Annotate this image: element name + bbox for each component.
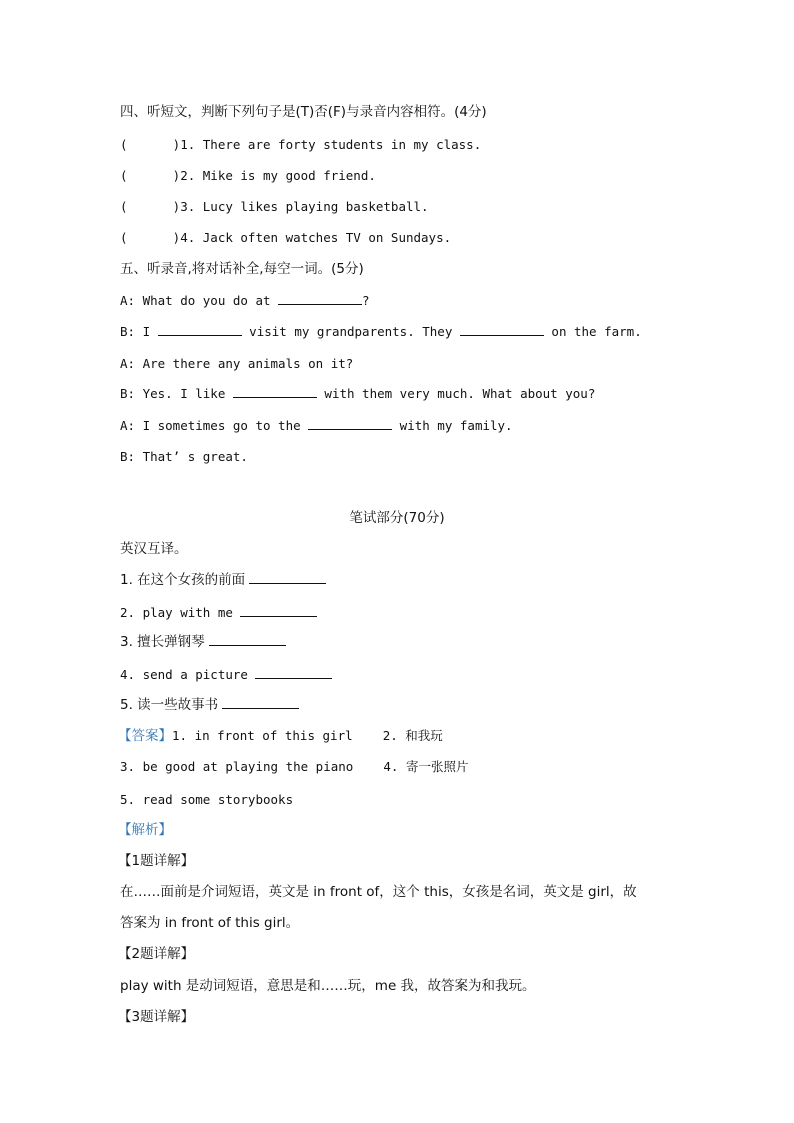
detail-heading: 【1题详解】 <box>118 853 195 869</box>
dialog-line: B: That’ s great. <box>120 449 248 464</box>
text: A: What do you do at <box>120 293 279 308</box>
text: 4. send a picture <box>120 667 256 682</box>
text: visit my grandparents. They <box>241 324 460 339</box>
written-part-title: 笔试部分(70分) <box>349 510 445 526</box>
section-5-title: 五、听录音,将对话补全,每空一词。(5分) <box>120 261 364 277</box>
answer-line <box>118 727 443 745</box>
blank[interactable] <box>308 417 392 430</box>
text: B: I <box>120 324 158 339</box>
section-heading: 英汉互译。 <box>120 541 188 557</box>
blank[interactable] <box>240 604 317 617</box>
translate-item <box>120 604 317 622</box>
detail-text: 在……面前是介词短语，英文是 in front of，这个 this，女孩是名词，英文是 girl，故 <box>120 884 637 900</box>
text: 1. in front of this girl 2. 和我玩 <box>172 728 443 743</box>
text: 2. play with me <box>120 605 241 620</box>
blank[interactable] <box>233 385 317 398</box>
tf-item: ( )3. Lucy likes playing basketball. <box>120 199 429 214</box>
dialog-line <box>120 292 370 310</box>
tf-item: ( )1. There are forty students in my class. <box>120 137 482 152</box>
text: on the farm. <box>543 324 642 339</box>
text: 5. 读一些故事书 <box>120 697 223 713</box>
blank[interactable] <box>209 633 286 646</box>
text: A: I sometimes go to the <box>120 418 309 433</box>
blank[interactable] <box>255 666 332 679</box>
translate-item <box>120 633 286 651</box>
analysis-label: 【解析】 <box>118 822 172 838</box>
blank[interactable] <box>460 323 544 336</box>
answer-line: 3. be good at playing the piano 4. 寄一张照片 <box>120 759 469 774</box>
answer-line: 5. read some storybooks <box>120 792 294 807</box>
blank[interactable] <box>278 292 362 305</box>
translate-item <box>120 571 326 589</box>
answer-label: 【答案】 <box>118 728 172 744</box>
tf-item: ( )2. Mike is my good friend. <box>120 168 376 183</box>
detail-heading: 【3题详解】 <box>118 1009 195 1025</box>
detail-text: play with 是动词短语，意思是和……玩，me 我，故答案为和我玩。 <box>120 978 536 994</box>
blank[interactable] <box>249 571 326 584</box>
text: 1. 在这个女孩的前面 <box>120 572 250 588</box>
text: with my family. <box>392 418 513 433</box>
text: with them very much. What about you? <box>316 386 596 401</box>
tf-item: ( )4. Jack often watches TV on Sundays. <box>120 230 452 245</box>
translate-item <box>120 666 332 684</box>
detail-heading: 【2题详解】 <box>118 946 195 962</box>
text: ? <box>362 293 370 308</box>
dialog-line: A: Are there any animals on it? <box>120 356 354 371</box>
text: 3. 擅长弹钢琴 <box>120 634 209 650</box>
section-4-title: 四、听短文，判断下列句子是(T)否(F)与录音内容相符。(4分) <box>120 104 487 120</box>
dialog-line <box>120 385 595 403</box>
blank[interactable] <box>158 323 242 336</box>
text: B: Yes. I like <box>120 386 233 401</box>
dialog-line <box>120 417 513 435</box>
dialog-line <box>120 323 642 341</box>
blank[interactable] <box>222 696 299 709</box>
translate-item <box>120 696 299 714</box>
detail-text: 答案为 in front of this girl。 <box>120 915 300 931</box>
